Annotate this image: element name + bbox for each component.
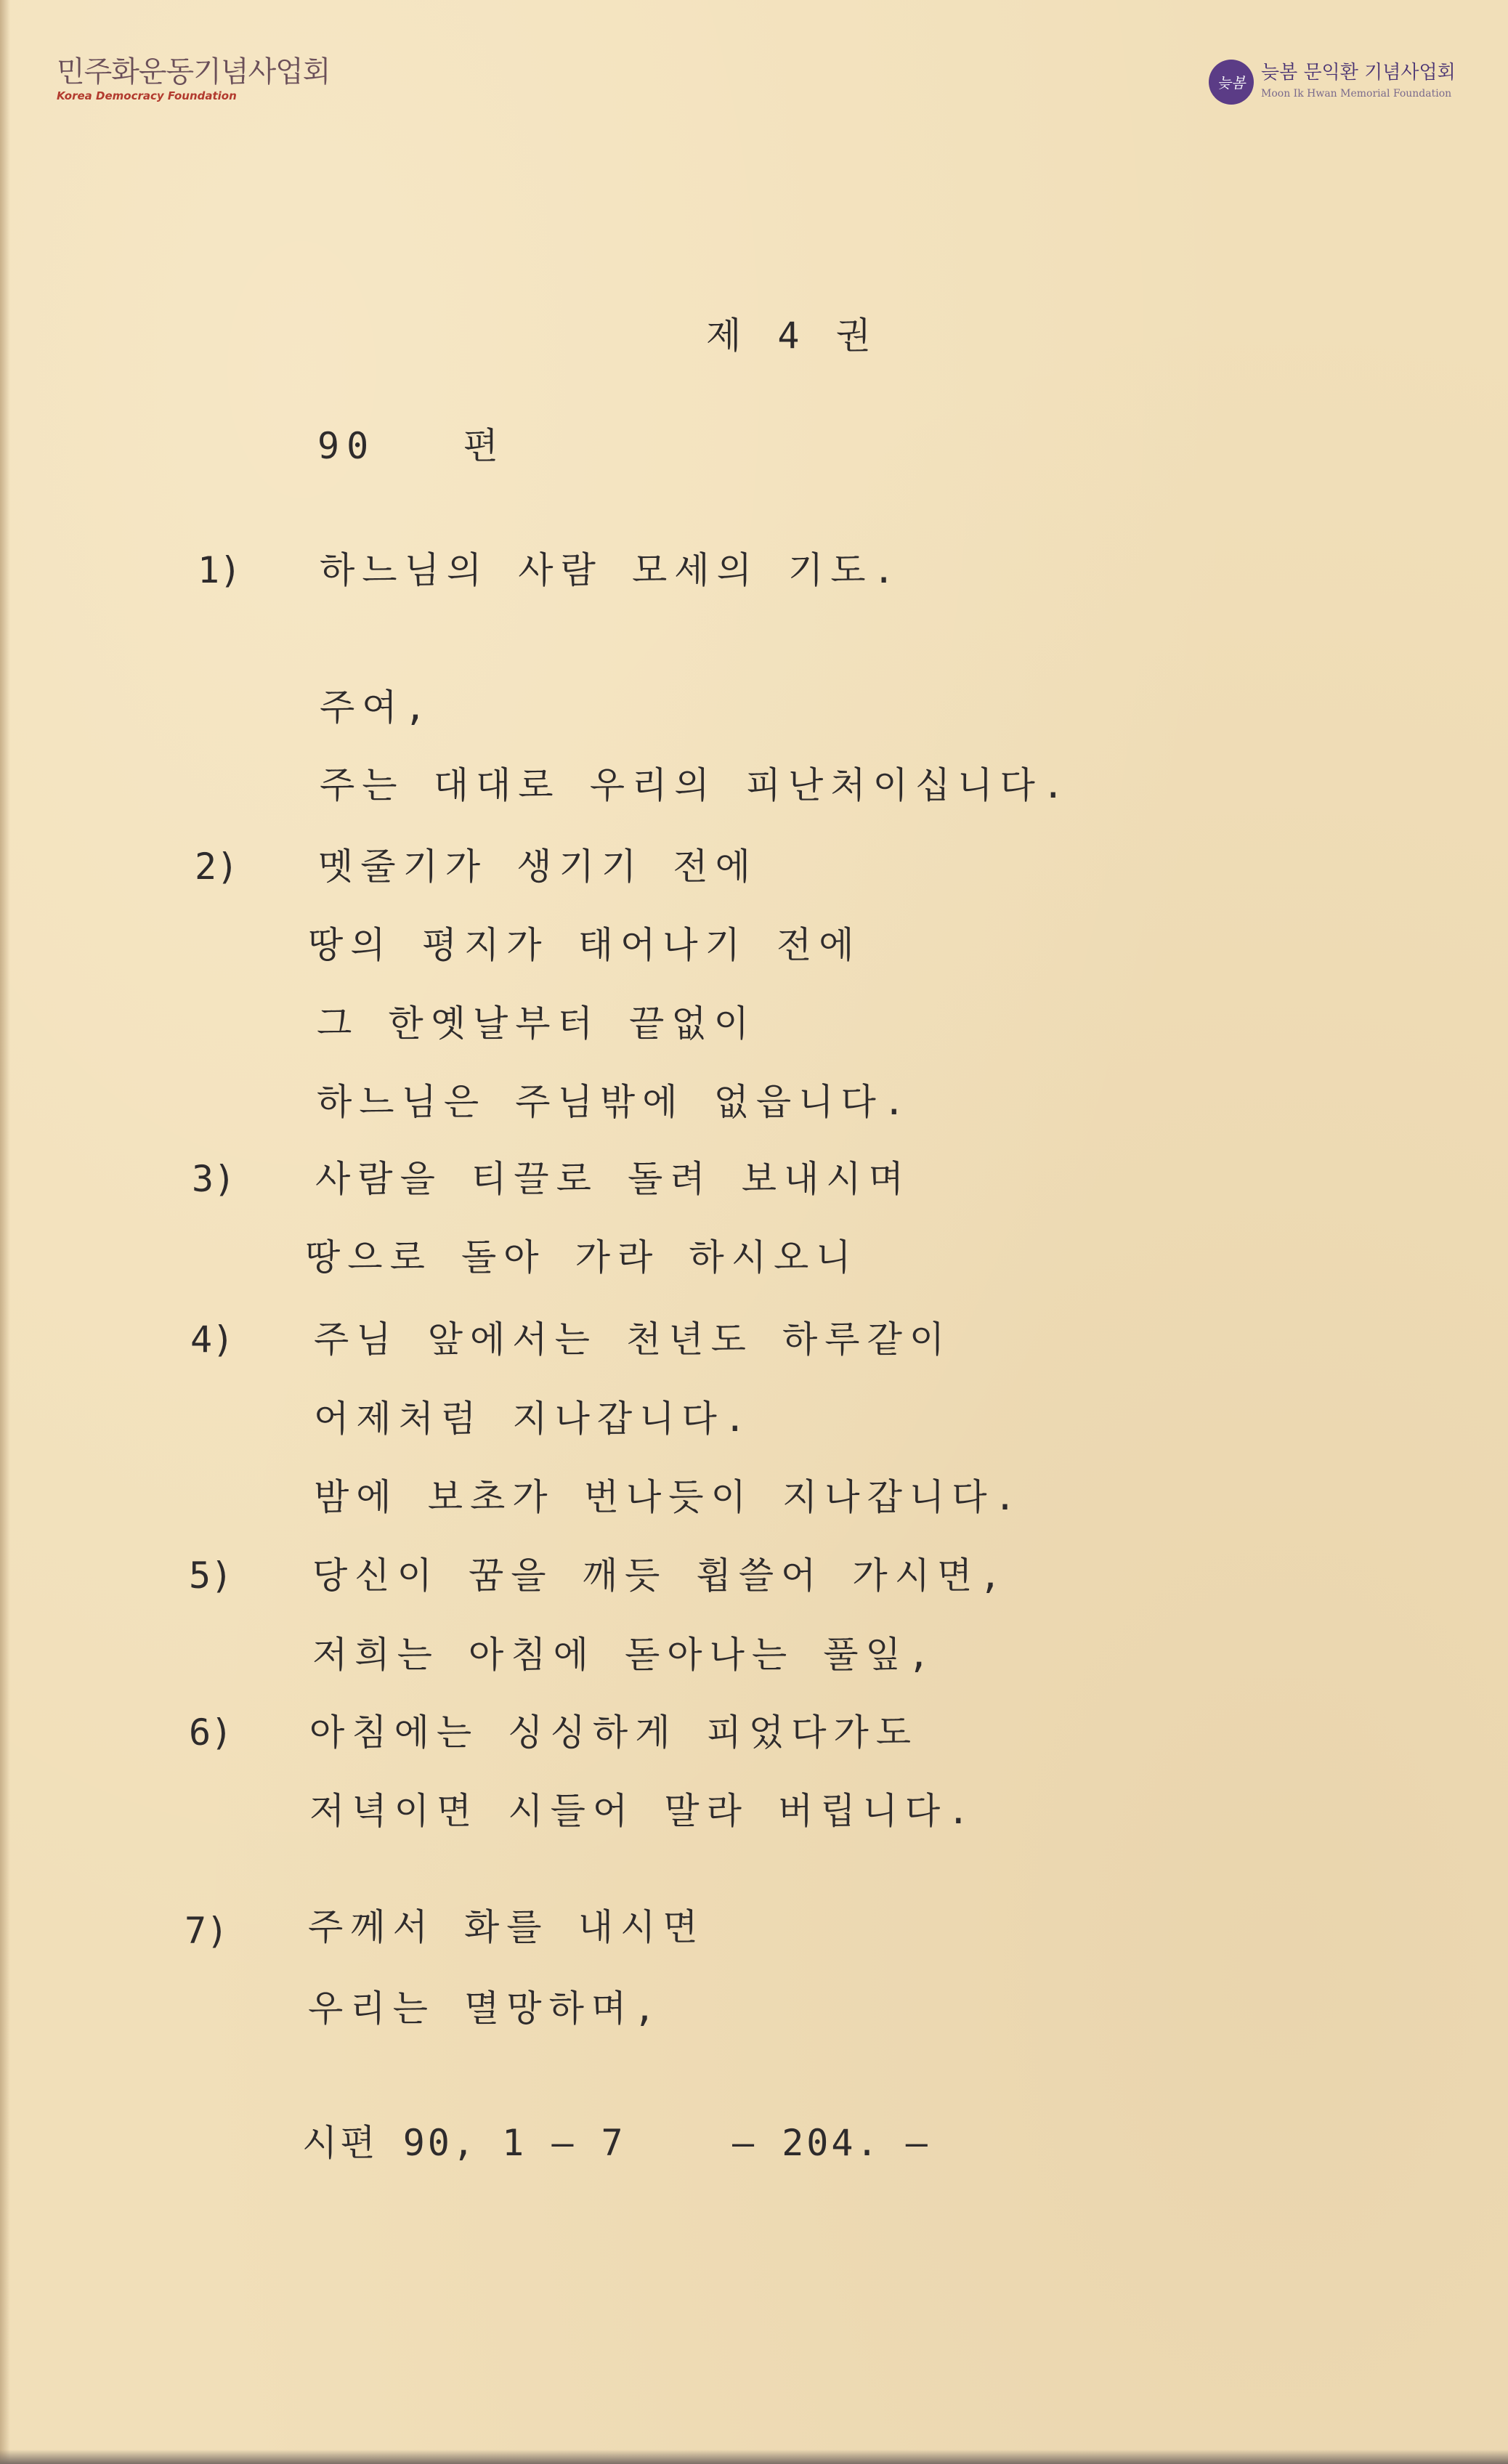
page-edge: [0, 0, 10, 2464]
verse-line: 주께서 화를 내시면: [308, 1906, 705, 1948]
volume-heading: 제 4 권: [706, 315, 878, 357]
seal-lettering: 늦봄: [1217, 74, 1246, 92]
verse-line: 땅으로 돌아 가라 하시오니: [305, 1236, 859, 1278]
verse-number: 2): [195, 846, 239, 888]
verse-line: 땅의 평지가 태어나기 전에: [308, 924, 862, 966]
neutbom-seal-icon: [1209, 60, 1254, 105]
verse-line: 저녁이면 시들어 말라 버립니다.: [309, 1790, 977, 1832]
verse-number: 4): [190, 1318, 235, 1361]
mih-logo-title: 늦봄 문익환 기념사업회: [1261, 62, 1456, 84]
verse-line: 아침에는 싱싱하게 피었다가도: [309, 1711, 919, 1754]
verse-line: 주님 앞에서는 천년도 하루같이: [314, 1318, 952, 1361]
scripture-reference: 시편 90, 1 — 7: [302, 2122, 626, 2164]
verse-line: 멧줄기가 생기기 전에: [318, 846, 758, 888]
verse-number: 5): [189, 1555, 233, 1597]
korea-democracy-foundation-logo: [57, 55, 331, 106]
page-number: — 204. —: [732, 2122, 931, 2164]
psalm-heading: 90 편: [317, 425, 506, 467]
verse-line: 사람을 티끌로 돌려 보내시며: [315, 1158, 911, 1200]
verse-line: 우리는 멸망하며,: [308, 1987, 663, 2030]
kdf-logo-subtitle: Korea Democracy Foundation: [57, 89, 237, 102]
verse-line: 하느님은 주님밖에 없읍니다.: [317, 1081, 912, 1123]
verse-line: 하느님의 사람 모세의 기도.: [320, 549, 902, 591]
verse-line: 주는 대대로 우리의 피난처이십니다.: [320, 764, 1071, 806]
verse-line: 저희는 아침에 돋아나는 풀잎,: [312, 1634, 938, 1676]
page-bottom-edge: [0, 2449, 1508, 2464]
verse-line: 밤에 보초가 번나듯이 지나갑니다.: [314, 1476, 1023, 1518]
verse-number: 3): [192, 1158, 236, 1200]
moon-ik-hwan-foundation-logo: [1209, 58, 1456, 109]
verse-number: 6): [189, 1711, 233, 1754]
verse-line: 당신이 꿈을 깨듯 휩쓸어 가시면,: [312, 1555, 1009, 1597]
verse-number: 1): [198, 549, 242, 591]
verse-line: 주여,: [320, 686, 434, 729]
kdf-logo-title: 민주화운동기념사업회: [57, 55, 331, 89]
verse-line: 어제처럼 지나갑니다.: [314, 1398, 753, 1440]
verse-line: 그 한옛날부터 끝없이: [317, 1002, 756, 1045]
verse-number: 7): [185, 1910, 229, 1952]
mih-logo-subtitle: Moon Ik Hwan Memorial Foundation: [1261, 88, 1452, 100]
